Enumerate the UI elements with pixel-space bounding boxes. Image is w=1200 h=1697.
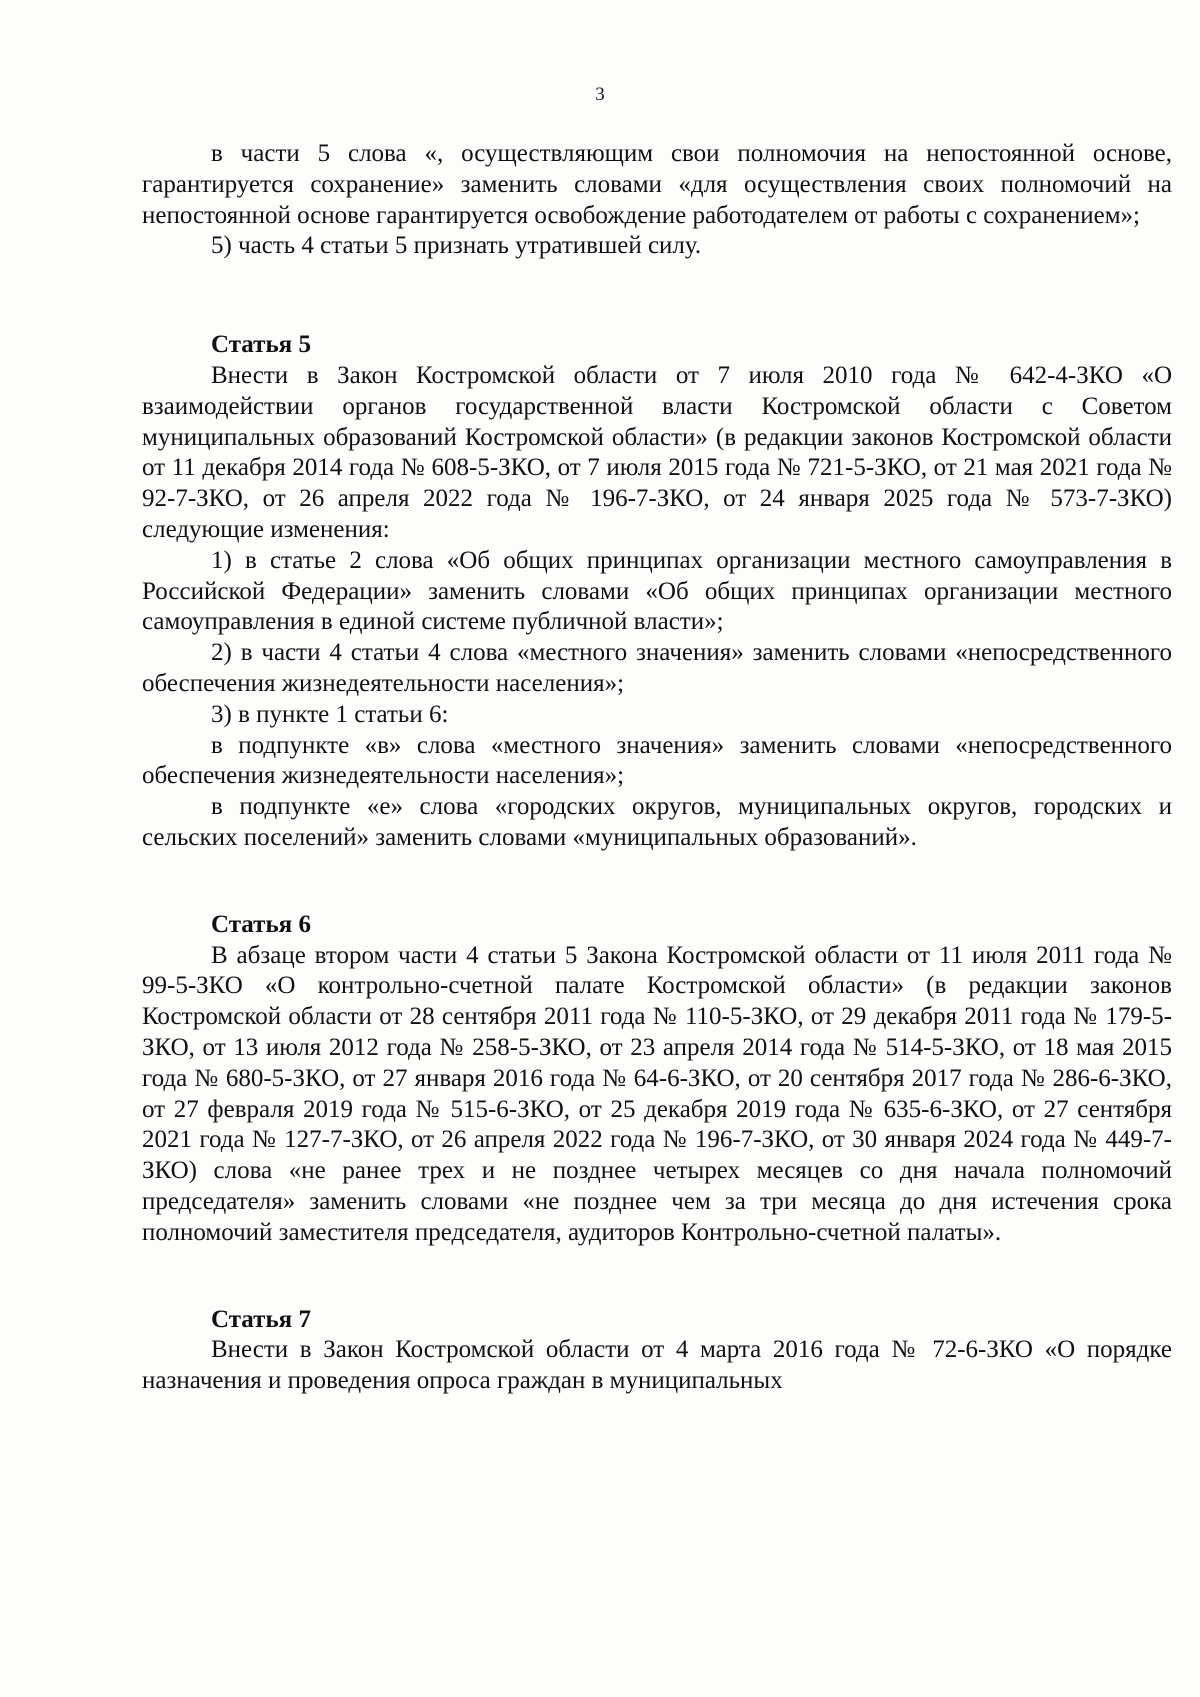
paragraph: 5) часть 4 статьи 5 признать утратившей силу.	[211, 232, 702, 260]
article-6	[142, 910, 1172, 1249]
paragraph: 3) в пункте 1 статьи 6:	[211, 700, 449, 728]
section-spacer	[142, 1249, 1172, 1305]
section-spacer	[142, 262, 1172, 330]
paragraph: В абзаце втором части 4 статьи 5 Закона Костромской области от 11 июля 2011 года № 99-5-ЗКО «О контрольно-счетной палате Костромской области» (в редакции законов Костромской области от 28 сентября 2011 года № 110-5-ЗКО, от 29 декабря 2011 года № 179-5-ЗКО, от 13 июля 2012 года № 258-5-ЗКО, от 23 апреля 2014 года № 514-5-ЗКО, от 18 мая 2015 года № 680-5-ЗКО, от 27 января 2016 года № 64-6-ЗКО, от 20 сентября 2017 года № 286-6-ЗКО, от 27 февраля 2019 года № 515-6-ЗКО, от 25 декабря 2019 года № 635-6-ЗКО, от 27 сентября 2021 года № 127-7-ЗКО, от 26 апреля 2022 года № 196-7-ЗКО, от 30 января 2024 года № 449-7-ЗКО) слова «не ранее трех и не позднее четырех месяцев со дня начала полномочий председателя» заменить словами «не позднее чем за три месяца до дня истечения срока полномочий заместителя председателя, аудиторов Контрольно-счетной палаты».	[142, 941, 1172, 1246]
article-7	[142, 1305, 1172, 1397]
paragraph: 1) в статье 2 слова «Об общих принципах организации местного самоуправления в Российской Федерации» заменить словами «Об общих принципах организации местного самоуправления в единой системе публичной власти»;	[142, 546, 1172, 636]
paragraph: в подпункте «е» слова «городских округов, муниципальных округов, городских и сельских поселений» заменить словами «муниципальных образований».	[142, 793, 1172, 851]
paragraph: в части 5 слова «, осуществляющим свои полномочия на непостоянной основе, гарантируется сохранение» заменить словами «для осуществления своих полномочий на непостоянной основе гарантируется освобождение работодателем от работы с сохранением»;	[142, 140, 1172, 229]
article-title: Статья 5	[211, 331, 311, 359]
article-5	[142, 330, 1172, 854]
page-number: 3	[595, 84, 605, 105]
section-spacer	[142, 854, 1172, 910]
document-body	[142, 139, 1172, 1397]
paragraph: в подпункте «в» слова «местного значения» заменить словами «непосредственного обеспечения жизнедеятельности населения»;	[142, 731, 1172, 790]
article-title: Статья 7	[211, 1305, 311, 1333]
paragraph: Внести в Закон Костромской области от 7 июля 2010 года № 642-4-ЗКО «О взаимодействии органов государственной власти Костромской области с Советом муниципальных образований Костромской области» (в редакции законов Костромской области от 11 декабря 2014 года № 608-5-ЗКО, от 7 июля 2015 года № 721-5-ЗКО, от 21 мая 2021 года № 92-7-ЗКО, от 26 апреля 2022 года № 196-7-ЗКО, от 24 января 2025 года № 573-7-ЗКО) следующие изменения:	[142, 361, 1172, 543]
paragraph: 2) в части 4 статьи 4 слова «местного значения» заменить словами «непосредственного обеспечения жизнедеятельности населения»;	[142, 639, 1172, 697]
article-title: Статья 6	[211, 910, 311, 938]
paragraph: Внести в Закон Костромской области от 4 марта 2016 года № 72-6-ЗКО «О порядке назначения и проведения опроса граждан в муниципальных	[142, 1336, 1172, 1395]
